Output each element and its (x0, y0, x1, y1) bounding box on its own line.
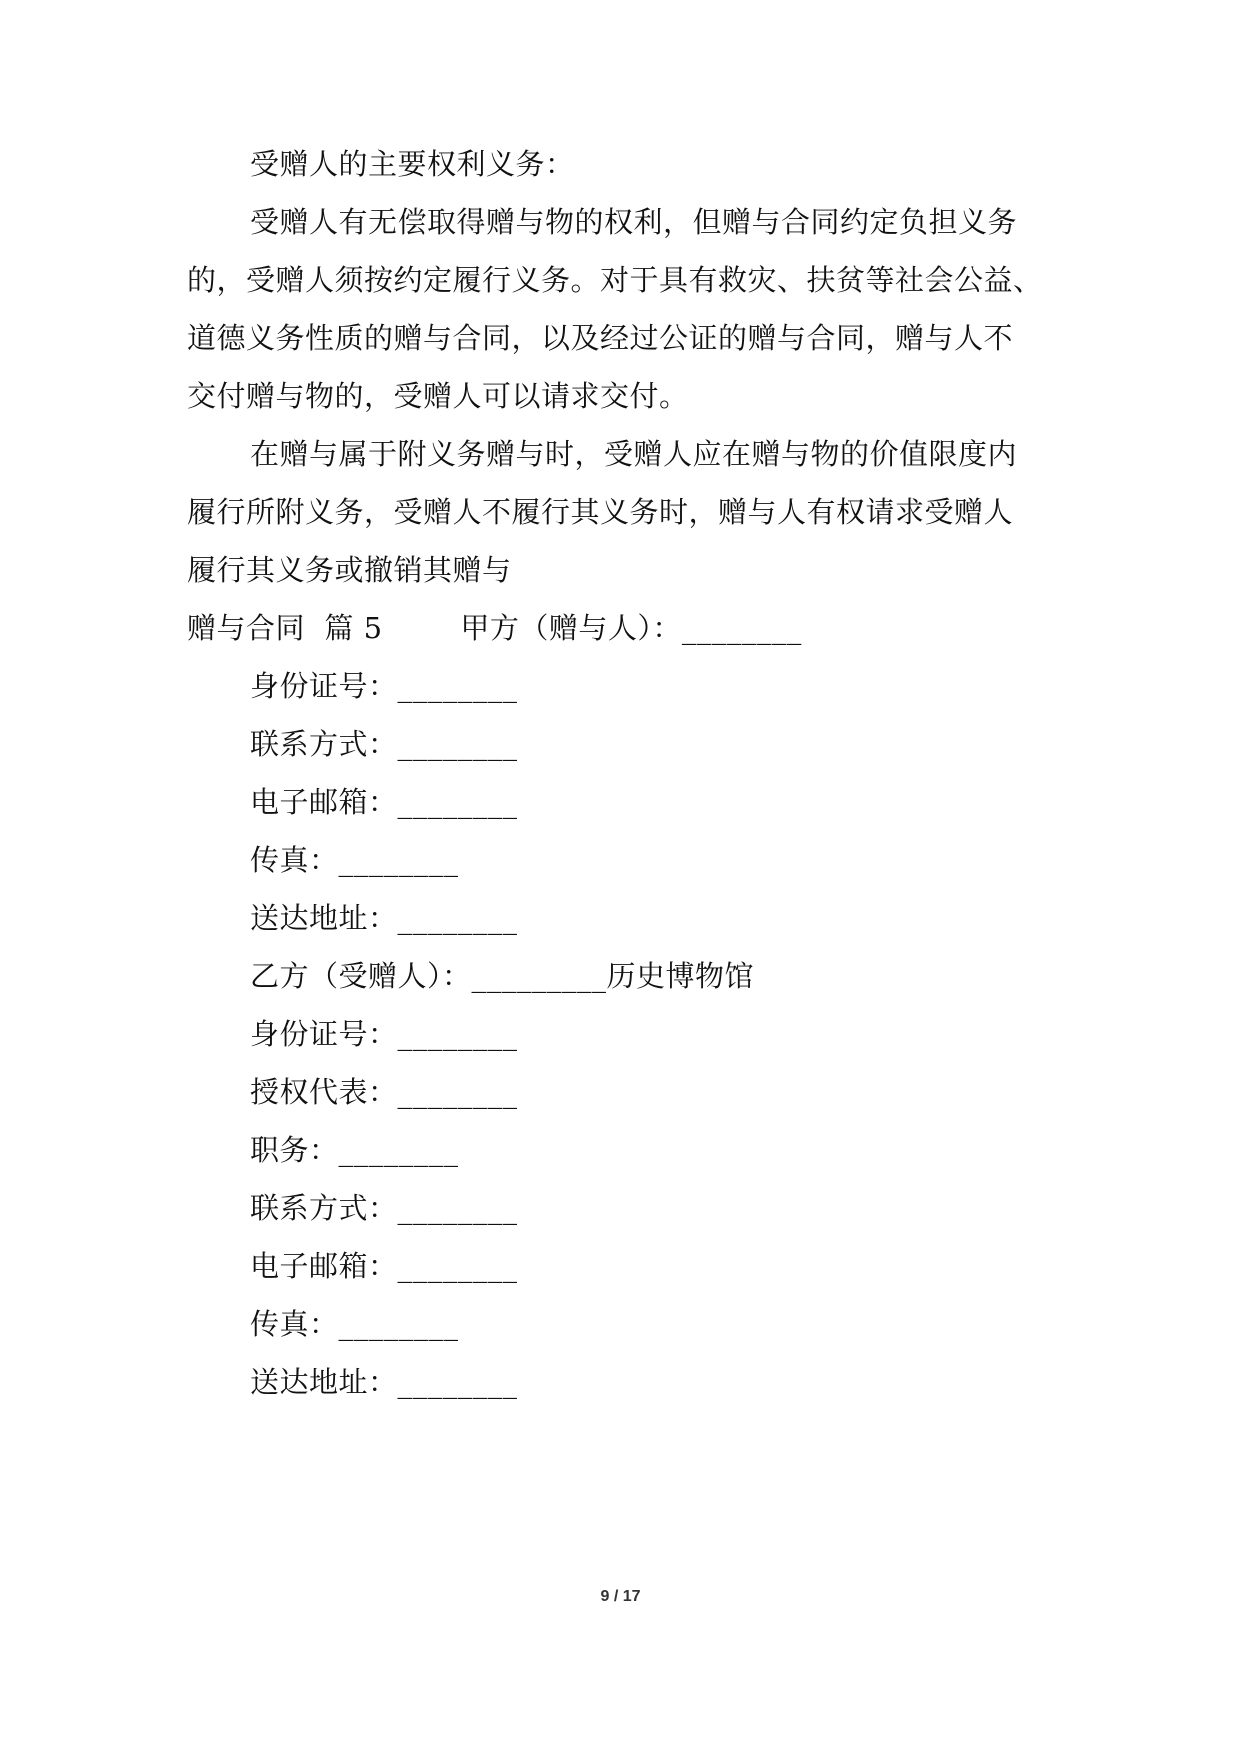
paragraph-line: 的，受赠人须按约定履行义务。对于具有救灾、扶贫等社会公益、 (187, 263, 1043, 297)
party-a-contact: 联系方式：________ (250, 727, 518, 761)
paragraph-line: 在赠与属于附义务赠与时，受赠人应在赠与物的价值限度内 (250, 437, 1018, 471)
paragraph-line: 交付赠与物的，受赠人可以请求交付。 (187, 379, 689, 413)
paragraph-line: 履行其义务或撤销其赠与 (187, 553, 512, 587)
party-b-email: 电子邮箱：________ (250, 1249, 518, 1283)
page-number: 9 / 17 (600, 1588, 641, 1605)
party-a-id-number: 身份证号：________ (250, 669, 518, 703)
paragraph-line: 受赠人有无偿取得赠与物的权利，但赠与合同约定负担义务 (250, 205, 1018, 239)
party-a-email: 电子邮箱：________ (250, 785, 518, 819)
party-b-address: 送达地址：________ (250, 1365, 518, 1399)
section-heading: 赠与合同 篇 5 甲方（赠与人）：________ (187, 611, 802, 645)
party-a-address: 送达地址：________ (250, 901, 518, 935)
party-b-position: 职务：________ (250, 1133, 459, 1167)
party-b-title: 乙方（受赠人）：_________历史博物馆 (250, 959, 755, 993)
party-b-id-number: 身份证号：________ (250, 1017, 518, 1051)
paragraph-line: 道德义务性质的赠与合同，以及经过公证的赠与合同，赠与人不 (187, 321, 1014, 355)
paragraph-line: 履行所附义务，受赠人不履行其义务时，赠与人有权请求受赠人 (187, 495, 1014, 529)
party-b-fax: 传真：________ (250, 1307, 459, 1341)
party-a-fax: 传真：________ (250, 843, 459, 877)
rights-heading: 受赠人的主要权利义务： (250, 147, 575, 181)
party-b-representative: 授权代表：________ (250, 1075, 518, 1109)
party-b-contact: 联系方式：________ (250, 1191, 518, 1225)
